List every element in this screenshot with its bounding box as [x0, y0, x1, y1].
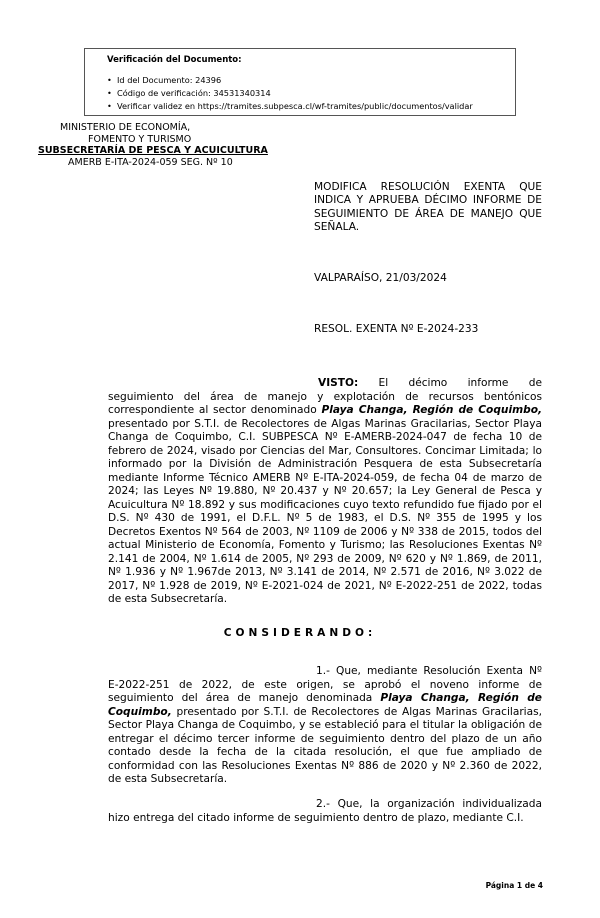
- verification-box: [84, 48, 516, 116]
- letterhead: [38, 122, 268, 168]
- considerando-1-text-a: 1.- Que, mediante Resolución Exenta Nº E-2022-251 de 2022, de este origen, se aprobó el noveno informe de seguimiento del área de manejo denominada: [108, 665, 542, 704]
- considerando-1-paragraph: [108, 665, 542, 787]
- resolution-number: RESOL. EXENTA Nº E-2024-233: [314, 323, 479, 335]
- considerando-1-sector: Playa Changa, Región de Coquimbo,: [108, 692, 542, 718]
- place-date: VALPARAÍSO, 21/03/2024: [314, 272, 447, 284]
- validation-link[interactable]: • Verificar validez en https://tramites.subpesca.cl/wf-tramites/public/documentos/validar: [107, 100, 473, 113]
- verification-title: Verificación del Documento:: [107, 55, 242, 65]
- considerando-1-text-b: presentado por S.T.I. de Recolectores de Algas Marinas Gracilarias, Sector Playa Changa de Coquimbo, y se estableció para el titular la obligación de entregar el décimo tercer informe de seguimiento dentro del plazo de un año contado desde la fecha de la citada resolución, el que fue ampliado de conformidad con las Resoluciones Exentas Nº 886 de 2020 y Nº 2.360 de 2022, de esta Subsecretaría.: [108, 705, 542, 785]
- considerando-2-paragraph: 2.- Que, la organización individualizada hizo entrega del citado informe de seguimiento dentro de plazo, mediante C.I.: [108, 798, 542, 824]
- visto-text-a: El décimo informe de seguimiento del área de manejo y explotación de recursos bentónicos correspondiente al sector denominado: [108, 377, 542, 416]
- document-id: • Id del Documento: 24396: [107, 74, 473, 87]
- visto-sector: Playa Changa, Región de Coquimbo,: [321, 404, 543, 416]
- visto-text-b: presentado por S.T.I. de Recolectores de Algas Marinas Gracilarias, Sector Playa Changa de Coquimbo, C.I. SUBPESCA Nº E-AMERB-2024-047 de fecha 10 de febrero de 2024, visado por Ciencias del Mar, Consultores. Concimar Limitada; lo informado por la División de Administración Pesquera de esta Subsecretaría mediante Informe Técnico AMERB Nº E-ITA-2024-059, de fecha 04 de marzo de 2024; las Leyes Nº 19.880, Nº 20.437 y Nº 20.657; la Ley General de Pesca y Acuicultura Nº 18.892 y sus modificaciones cuyo texto refundido fue fijado por el D.S. Nº 430 de 1991, el D.F.L. Nº 5 de 1983, el D.S. Nº 355 de 1995 y los Decretos Exentos Nº 564 de 2003, Nº 1109 de 2006 y Nº 338 de 2015, todos del actual Ministerio de Economía, Fomento y Turismo; las Resoluciones Exentas Nº 2.141 de 2004, Nº 1.614 de 2005, Nº 293 de 2009, Nº 620 y Nº 1.869, de 2011, Nº 1.936 y Nº 1.967de 2013, Nº 3.141 de 2014, Nº 2.571 de 2016, Nº 3.022 de 2017, Nº 1.928 de 2019, Nº E-2021-024 de 2021, Nº E-2022-251 de 2022, todas de esta Subsecretaría.: [108, 417, 542, 605]
- considerando-heading: CONSIDERANDO:: [223, 627, 377, 639]
- visto-label: VISTO:: [318, 377, 359, 389]
- verification-list: [107, 74, 473, 113]
- document-reference: AMERB E-ITA-2024-059 SEG. Nº 10: [68, 156, 233, 168]
- verification-code: • Código de verificación: 34531340314: [107, 87, 473, 100]
- ministry-name-line2: FOMENTO Y TURISMO: [88, 133, 192, 145]
- page-number: Página 1 de 4: [485, 881, 543, 890]
- visto-paragraph: [108, 377, 542, 607]
- ministry-name-line1: MINISTERIO DE ECONOMÍA,: [60, 122, 191, 133]
- subsecretaria-name: SUBSECRETARÍA DE PESCA Y ACUICULTURA: [38, 145, 268, 157]
- resolution-subject: MODIFICA RESOLUCIÓN EXENTA QUE INDICA Y APRUEBA DÉCIMO INFORME DE SEGUIMIENTO DE ÁREA DE MANEJO QUE SEÑALA.: [314, 181, 542, 234]
